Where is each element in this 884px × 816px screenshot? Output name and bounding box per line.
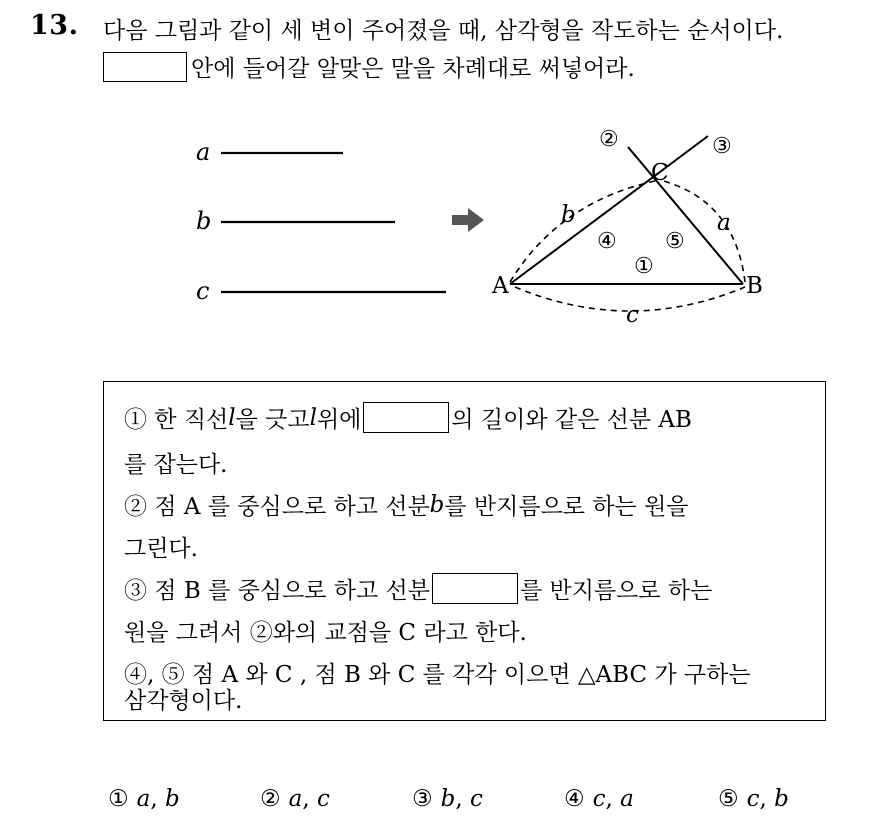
step-3-blank[interactable] [432, 573, 518, 604]
step-4-line2: 삼각형이다. [124, 688, 243, 714]
step-1-var-l2: l [309, 404, 317, 431]
vertex-b-label: B [746, 273, 763, 299]
option-2-num: ② [260, 786, 281, 812]
step-3-text-a: ③ 점 B 를 중심으로 하고 선분 [124, 578, 430, 604]
step-1-var-l: l [228, 404, 236, 431]
step-1-line2: 를 잡는다. [124, 452, 228, 478]
step-1-line1 [124, 401, 692, 434]
segment-c-label: c [196, 277, 210, 305]
step-1-text-a: ① 한 직선 [124, 407, 229, 433]
step-1-text-c: 위에 [316, 407, 362, 433]
option-3[interactable] [412, 786, 483, 812]
segment-b-label: b [196, 207, 212, 235]
step-3-line2: 원을 그려서 ②와의 교점을 C 라고 한다. [124, 620, 527, 646]
option-2-sep: , [302, 786, 310, 812]
steps-box [103, 381, 826, 721]
step-4-line1: ④, ⑤ 점 A 와 C , 점 B 와 C 를 각각 이으면 △ABC 가 구하는 [124, 662, 751, 688]
option-1-sep: , [150, 786, 158, 812]
vertex-a-label: A [492, 273, 509, 299]
mark-5: ⑤ [665, 229, 685, 254]
question-number: 13. [30, 10, 79, 41]
right-arrow-icon [452, 208, 484, 232]
option-3-v1: b [440, 786, 456, 812]
step-1-text-d: 의 길이와 같은 선분 AB [451, 407, 692, 433]
option-5-v1: c [746, 786, 760, 812]
side-b-label: b [561, 202, 576, 228]
option-3-num: ③ [412, 786, 433, 812]
side-ac [510, 136, 708, 284]
step-2-line1 [124, 488, 689, 521]
question-text-line2 [103, 50, 635, 83]
step-1-blank[interactable] [363, 402, 449, 433]
mark-2: ② [599, 127, 619, 152]
step-3-line1 [124, 572, 712, 605]
side-a-label: a [717, 210, 731, 236]
mark-4: ④ [597, 229, 617, 254]
option-3-v2: c [469, 786, 483, 812]
step-2-var-b: b [429, 491, 445, 518]
option-3-sep: , [455, 786, 463, 812]
answer-blank-sample [103, 52, 187, 82]
question-text-line1: 다음 그림과 같이 세 변이 주어졌을 때, 삼각형을 작도하는 순서이다. [103, 18, 784, 44]
option-2[interactable] [260, 786, 330, 812]
option-5-sep: , [759, 786, 767, 812]
option-4-v1: c [592, 786, 606, 812]
step-2-text-b: 를 반지름으로 하는 원을 [444, 494, 689, 520]
option-1-num: ① [108, 786, 129, 812]
mark-1: ① [634, 254, 654, 279]
option-1-v2: b [164, 786, 180, 812]
option-4[interactable] [564, 786, 634, 812]
option-4-num: ④ [564, 786, 585, 812]
option-2-v1: a [288, 786, 303, 812]
step-1-text-b: 을 긋고 [235, 407, 310, 433]
vertex-c-label: C [651, 160, 669, 186]
segment-a-label: a [196, 138, 211, 166]
construction-figure [0, 110, 884, 330]
option-5-num: ⑤ [718, 786, 739, 812]
option-5-v2: b [774, 786, 789, 812]
option-2-v2: c [316, 786, 330, 812]
option-1-v1: a [136, 786, 151, 812]
option-1[interactable] [108, 786, 180, 812]
option-4-sep: , [605, 786, 613, 812]
question-text-line2-label: 안에 들어갈 알맞은 말을 차례대로 써넣어라. [191, 56, 635, 82]
mark-3: ③ [712, 134, 732, 159]
step-3-text-b: 를 반지름으로 하는 [519, 578, 713, 604]
step-2-text-a: ② 점 A 를 중심으로 하고 선분 [124, 494, 430, 520]
option-5[interactable] [718, 786, 789, 812]
step-2-line2: 그린다. [124, 536, 198, 562]
side-c-label: c [626, 302, 639, 328]
option-4-v2: a [620, 786, 634, 812]
